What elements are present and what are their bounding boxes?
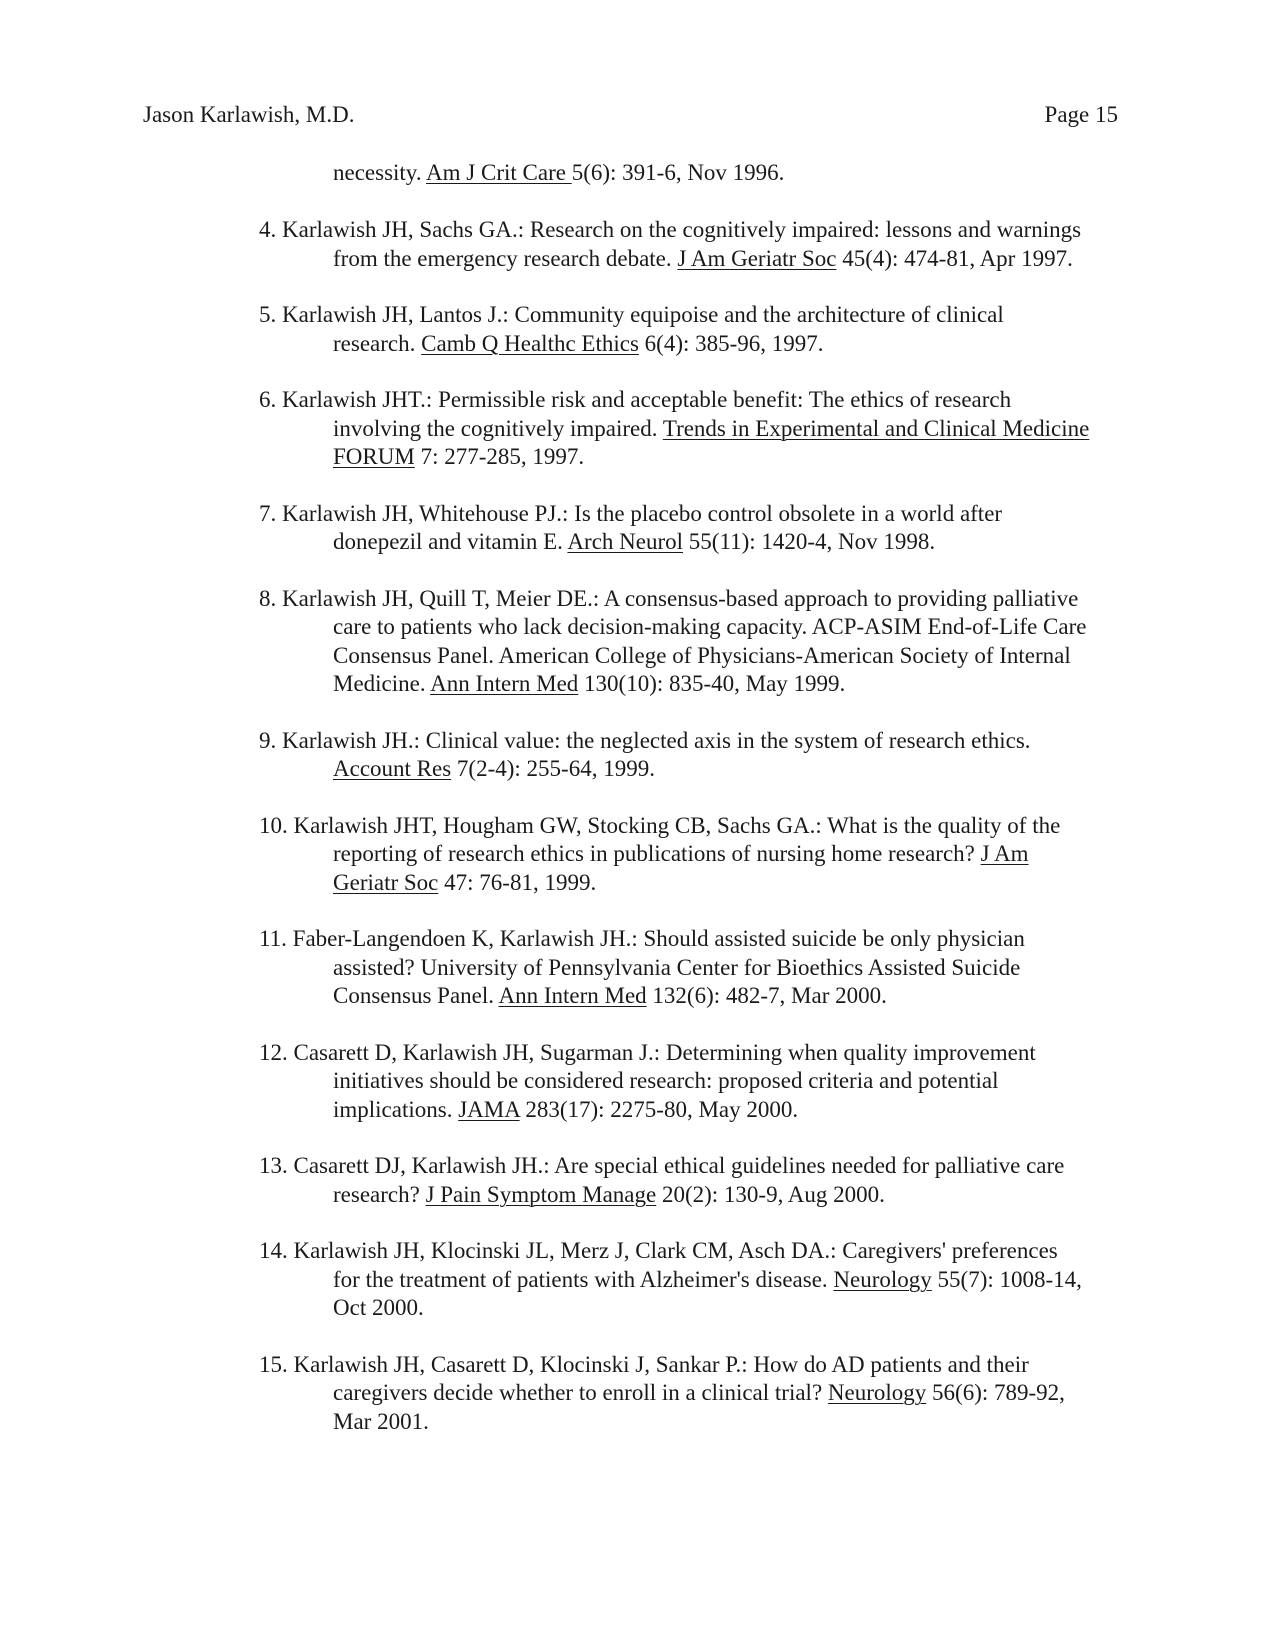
reference-line [259,1152,1159,1181]
reference-text: 56(6): 789-92, [926,1380,1065,1405]
page-header [143,101,1118,131]
reference-text: 130(10): 835-40, May 1999. [578,671,846,696]
reference-item [259,500,1159,557]
reference-text: research? [333,1181,426,1207]
reference-text: 4. Karlawish JH, Sachs GA.: Research on the cognitively impaired: lessons and warnings [259,217,1082,242]
reference-line [259,840,1159,869]
reference-text: 15. Karlawish JH, Casarett D, Klocinski J, Sankar P.: How do AD patients and their [259,1351,1029,1377]
reference-line [259,925,1159,954]
reference-item [259,925,1159,1011]
reference-text: 5(6): 391-6, Nov 1996. [571,160,785,185]
reference-line [259,670,1159,699]
journal-title: Ann Intern Med [498,983,647,1008]
reference-item [259,216,1159,273]
journal-title: J Am Geriatr Soc [677,245,837,271]
reference-text: assisted? University of Pennsylvania Center for Bioethics Assisted Suicide [333,954,1021,980]
reference-text: 132(6): 482-7, Mar 2000. [646,983,887,1008]
reference-text: reporting of research ethics in publications of nursing home research? [333,841,981,866]
reference-text: necessity. [333,160,427,185]
reference-line [259,245,1159,274]
reference-text: implications. [333,1096,459,1122]
journal-title: Trends in Experimental and Clinical Medicine [662,415,1090,441]
journal-title: FORUM [333,444,415,469]
reference-text: 13. Casarett DJ, Karlawish JH.: Are special ethical guidelines needed for palliative care [259,1153,1065,1178]
reference-line [259,812,1159,841]
reference-text: Medicine. [333,671,431,696]
reference-text: 11. Faber-Langendoen K, Karlawish JH.: Should assisted suicide be only physician [259,926,1025,951]
reference-text: Mar 2001. [333,1408,429,1434]
reference-text: 9. Karlawish JH.: Clinical value: the neglected axis in the system of research ethics. [259,727,1031,753]
journal-title: Am J Crit Care [426,160,572,185]
reference-line [259,216,1159,245]
reference-line [259,982,1159,1011]
reference-text: caregivers decide whether to enroll in a clinical trial? [333,1380,828,1405]
reference-text: 8. Karlawish JH, Quill T, Meier DE.: A consensus-based approach to providing palliative [259,585,1079,611]
reference-text: 5. Karlawish JH, Lantos J.: Community equipoise and the architecture of clinical [259,302,1004,327]
reference-line [259,1266,1159,1295]
reference-item [259,301,1159,358]
journal-title: Ann Intern Med [430,671,579,696]
journal-title: J Pain Symptom Manage [425,1181,657,1207]
reference-text: 45(4): 474-81, Apr 1997. [836,245,1073,271]
reference-item [259,585,1159,699]
reference-text: from the emergency research debate. [333,245,678,271]
reference-text: 10. Karlawish JHT, Hougham GW, Stocking CB, Sachs GA.: What is the quality of the [259,812,1061,838]
reference-line [259,727,1159,756]
reference-text: 7(2-4): 255-64, 1999. [451,756,655,781]
reference-text: 283(17): 2275-80, May 2000. [519,1096,799,1122]
reference-item [259,1152,1159,1209]
reference-line [259,528,1159,557]
journal-title: Arch Neurol [567,529,684,554]
reference-text: 20(2): 130-9, Aug 2000. [656,1181,885,1207]
reference-item [259,1237,1159,1323]
reference-text: Consensus Panel. [333,983,499,1008]
reference-line [259,869,1159,898]
reference-text: 7: 277-285, 1997. [414,444,585,469]
reference-text: 55(11): 1420-4, Nov 1998. [683,529,936,554]
reference-item [259,727,1159,784]
reference-line [259,1237,1159,1266]
reference-text: 14. Karlawish JH, Klocinski JL, Merz J, Clark CM, Asch DA.: Caregivers' preferences [259,1238,1058,1263]
reference-line [259,755,1159,784]
reference-line [259,301,1159,330]
reference-text: involving the cognitively impaired. [333,415,663,441]
reference-item [259,1351,1159,1437]
reference-list [259,216,1159,1464]
reference-text: research. [333,330,422,356]
reference-text: 6. Karlawish JHT.: Permissible risk and acceptable benefit: The ethics of research [259,387,1012,412]
reference-line [259,1096,1159,1125]
reference-line [259,954,1159,983]
journal-title: Neurology [833,1266,932,1292]
reference-item [259,1039,1159,1125]
reference-line [259,500,1159,529]
reference-item [259,386,1159,472]
reference-text: initiatives should be considered research: proposed criteria and potential [333,1068,999,1093]
journal-title: Geriatr Soc [333,869,439,895]
reference-line [259,1379,1159,1408]
journal-title: JAMA [458,1096,520,1122]
journal-title: Camb Q Healthc Ethics [421,330,639,356]
journal-title: Account Res [333,756,452,781]
reference-line [259,613,1159,642]
reference-text: care to patients who lack decision-making capacity. ACP-ASIM End-of-Life Care [333,614,1087,639]
reference-line [259,642,1159,671]
page-number: Page 15 [1044,102,1118,127]
reference-text: donepezil and vitamin E. [333,529,568,554]
continued-reference [333,159,784,188]
reference-item [259,812,1159,898]
journal-title: J Am [980,841,1029,866]
journal-title: Neurology [827,1380,927,1405]
reference-line [259,1294,1159,1323]
reference-text: 12. Casarett D, Karlawish JH, Sugarman J.: Determining when quality improvement [259,1039,1036,1065]
reference-text: 7. Karlawish JH, Whitehouse PJ.: Is the placebo control obsolete in a world after [259,500,1003,526]
reference-text: Oct 2000. [333,1295,424,1320]
reference-line [259,415,1159,444]
reference-line [259,1039,1159,1068]
reference-text: 6(4): 385-96, 1997. [638,330,824,356]
reference-line [259,330,1159,359]
reference-line [259,585,1159,614]
reference-line [259,1351,1159,1380]
author-name: Jason Karlawish, M.D. [143,102,355,127]
reference-text: for the treatment of patients with Alzheimer's disease. [333,1266,834,1292]
reference-line [259,1067,1159,1096]
reference-line [259,443,1159,472]
reference-line [259,1181,1159,1210]
reference-text: Consensus Panel. American College of Physicians-American Society of Internal [333,642,1071,668]
reference-text: 55(7): 1008-14, [931,1266,1082,1292]
reference-text: 47: 76-81, 1999. [438,869,597,895]
reference-line [259,386,1159,415]
reference-line [259,1408,1159,1437]
